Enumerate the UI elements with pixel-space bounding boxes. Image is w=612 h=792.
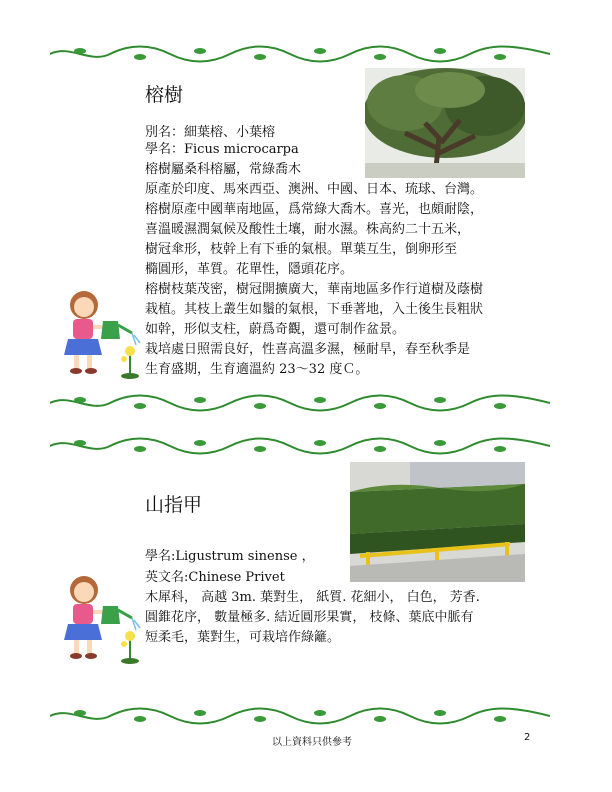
section1-line: 喜溫暖濕潤氣候及酸性土壤，耐水濕。株高約二十五米， [145,222,471,237]
section1-line: 榕樹枝葉茂密，樹冠開擴廣大，華南地區多作行道樹及蔭樹 [145,282,484,297]
section2-title: 山指甲 [145,494,203,516]
footer-note: 以上資料只供參考 [272,737,352,748]
section1-line: 榕樹原產中國華南地區，爲常綠大喬木。喜光，也頗耐陰， [145,202,484,217]
section2-line: 圓錐花序， 數量極多. 結近圓形果實， 枝條、葉底中脈有 [145,610,474,625]
vine-divider-bottom [50,706,550,726]
section1-title: 榕樹 [145,84,184,106]
section1-line: 原產於印度、馬來西亞、澳洲、中國、日本、琉球、台灣。 [145,182,484,197]
section1-line: 生育盛期，生育適溫約 23～32 度Ｃ。 [145,362,369,377]
section2-line: 短柔毛，葉對生，可栽培作綠籬。 [145,630,341,645]
section1-line: 學名：Ficus microcarpa [145,142,299,157]
section1-line: 如幹，形似支柱，蔚爲奇觀，還可制作盆景。 [145,322,406,337]
girl-watering-icon [58,283,142,383]
section1-line: 榕樹屬桑科榕屬，常綠喬木 [145,162,302,177]
section2-line: 木犀科， 高越 3m. 葉對生， 紙質. 花細小， 白色， 芳香. [145,590,480,605]
section2-line: 英文名:Chinese Privet [145,570,285,585]
section1-line: 栽培處日照需良好，性喜高溫多濕，極耐旱，春至秋季是 [145,342,471,357]
section2-line: 學名:Ligustrum sinense ， [145,549,315,564]
vine-divider-second-top [50,436,550,456]
section1-line: 栽植。其枝上叢生如鬚的氣根，下垂著地，入土後生長粗狀 [145,302,484,317]
vine-divider-middle [50,393,550,413]
page-number: 2 [524,732,531,743]
banyan-tree-photo [365,68,525,178]
girl-watering-icon [58,568,142,668]
hedge-photo [350,462,525,582]
section1-line: 樹冠傘形，枝幹上有下垂的氣根。單葉互生，倒卵形至 [145,242,458,257]
section1-line: 別名：細葉榕、小葉榕 [145,125,276,140]
section1-line: 橢圓形，革質。花單性，隱頭花序。 [145,262,354,277]
vine-divider-top [50,44,550,64]
